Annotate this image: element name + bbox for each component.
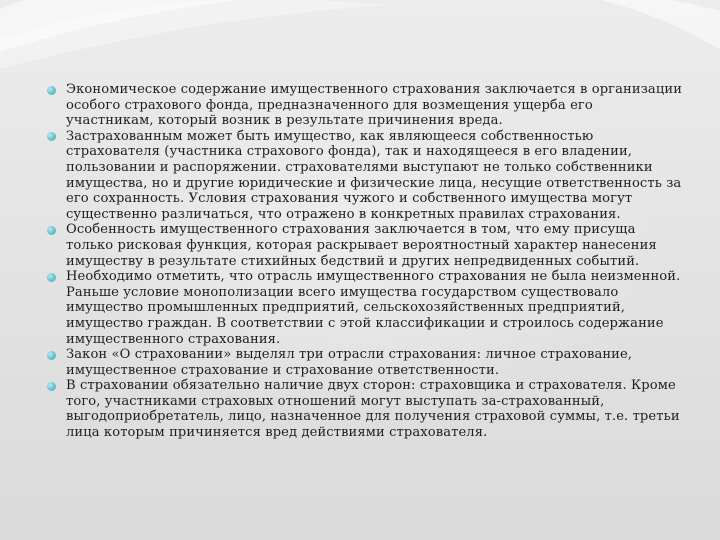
list-item [44,269,684,347]
bullet-text: Закон «О страховании» выделял три отрасли страхования: личное страхование, имущественное страхование и страхование ответственности. [66,347,633,378]
list-item [44,82,684,129]
bullet-dot-icon [47,273,56,282]
slide-content [44,82,684,441]
bullet-list [44,82,684,441]
bullet-text: Экономическое содержание имущественного страхования заключается в организации особого страхового фонда, предназначенного для возмещения ущерба его участникам, который возник в результате причинения вреда. [66,82,683,129]
bullet-text: Особенность имущественного страхования заключается в том, что ему присуща только рисковая функция, которая раскрывает вероятностный характер нанесения имуществу в результате стихийных бедствий и других непредвиденных событий. [66,222,657,269]
list-item [44,378,684,440]
decorative-swoosh-top-right [530,0,720,80]
bullet-dot-icon [47,351,56,360]
bullet-text: Необходимо отметить, что отрасль имущественного страхования не была неизменной. Раньше условие монополизации всего имущества государством существовало имущество промышленных предприятий, сельскохозяйственных предприятий, имущество граждан. В соответствии с этой классификации и строилось содержание имущественного страхования. [66,269,681,347]
bullet-dot-icon [47,86,56,95]
list-item [44,129,684,223]
bullet-text: В страховании обязательно наличие двух сторон: страховщика и страхователя. Кроме того, участниками страховых отношений могут выступать за-страхованный, выгодоприобретатель, лицо, назначенное для получения страховой суммы, т.е. третьи лица которым причиняется вред действиями страхователя. [66,378,680,441]
bullet-dot-icon [47,132,56,141]
decorative-swoosh-top-left [0,0,420,90]
bullet-dot-icon [47,382,56,391]
list-item [44,222,684,269]
list-item [44,347,684,378]
bullet-text: Застрахованным может быть имущество, как являющееся собственностью страхователя (участника страхового фонда), так и находящееся в его владении, пользовании и распоряжении. страхователями выступают не только собственники имущества, но и другие юридические и физические лица, несущие ответственность за его сохранность. Условия страхования чужого и собственного имущества могут существенно различаться, что отражено в конкретных правилах страхования. [66,128,682,222]
bullet-dot-icon [47,226,56,235]
